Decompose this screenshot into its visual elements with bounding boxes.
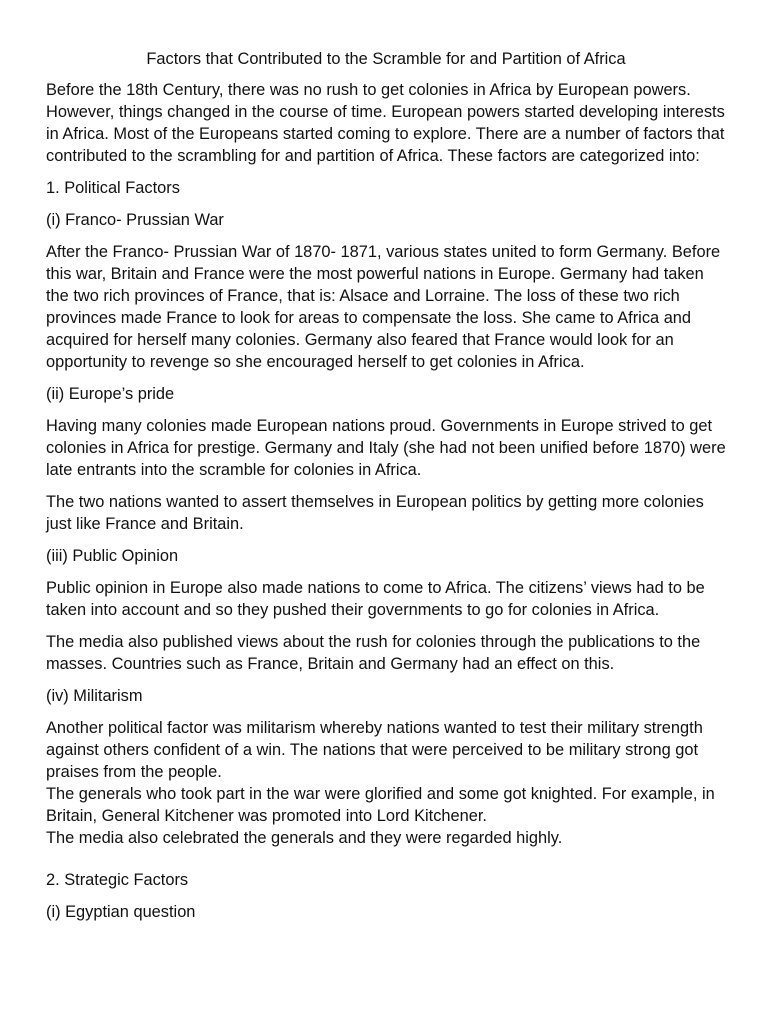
public-opinion-paragraph-1: Public opinion in Europe also made nations to come to Africa. The citizens’ views had to be taken into account and so they pushed their governments to go for colonies in Africa. xyxy=(46,579,705,619)
militarism-paragraph: Another political factor was militarism whereby nations wanted to test their military strength against others confident of a win. The nations that were perceived to be military strong got praises from the people. The generals who took part in the war were glorified and some got knighted. For example, in Britain, General Kitchener was promoted into Lord Kitchener. The media also celebrated the generals and they were regarded highly. xyxy=(46,719,715,847)
subsection-heading-europes-pride: (ii) Europe’s pride xyxy=(46,385,175,403)
section-heading-political-factors: 1. Political Factors xyxy=(46,179,180,197)
public-opinion-paragraph-2: The media also published views about the rush for colonies through the publications to the masses. Countries such as France, Britain and Germany had an effect on this. xyxy=(46,633,701,673)
subsection-heading-franco-prussian-war: (i) Franco- Prussian War xyxy=(46,211,224,229)
subsection-heading-militarism: (iv) Militarism xyxy=(46,687,143,705)
intro-paragraph: Before the 18th Century, there was no rush to get colonies in Africa by European powers. However, things changed in the course of time. European powers started developing interests in Africa. Most of the Europeans started coming to explore. There are a number of factors that contributed to the scrambling for and partition of Africa. These factors are categorized into: xyxy=(46,81,725,165)
subsection-heading-public-opinion: (iii) Public Opinion xyxy=(46,547,179,565)
document-title: Factors that Contributed to the Scramble for and Partition of Africa xyxy=(146,50,626,68)
document-page xyxy=(46,48,726,933)
subsection-heading-egyptian-question: (i) Egyptian question xyxy=(46,903,196,921)
section-heading-strategic-factors: 2. Strategic Factors xyxy=(46,871,189,889)
europes-pride-paragraph-2: The two nations wanted to assert themselves in European politics by getting more colonies just like France and Britain. xyxy=(46,493,704,533)
franco-prussian-war-paragraph: After the Franco- Prussian War of 1870- 1871, various states united to form Germany. Before this war, Britain and France were the most powerful nations in Europe. Germany had taken the two rich provinces of France, that is: Alsace and Lorraine. The loss of these two rich provinces made France to look for areas to compensate the loss. She came to Africa and acquired for herself many colonies. Germany also feared that France would look for an opportunity to revenge so she encouraged herself to get colonies in Africa. xyxy=(46,243,721,371)
europes-pride-paragraph-1: Having many colonies made European nations proud. Governments in Europe strived to get colonies in Africa for prestige. Germany and Italy (she had not been unified before 1870) were late entrants into the scramble for colonies in Africa. xyxy=(46,417,726,479)
